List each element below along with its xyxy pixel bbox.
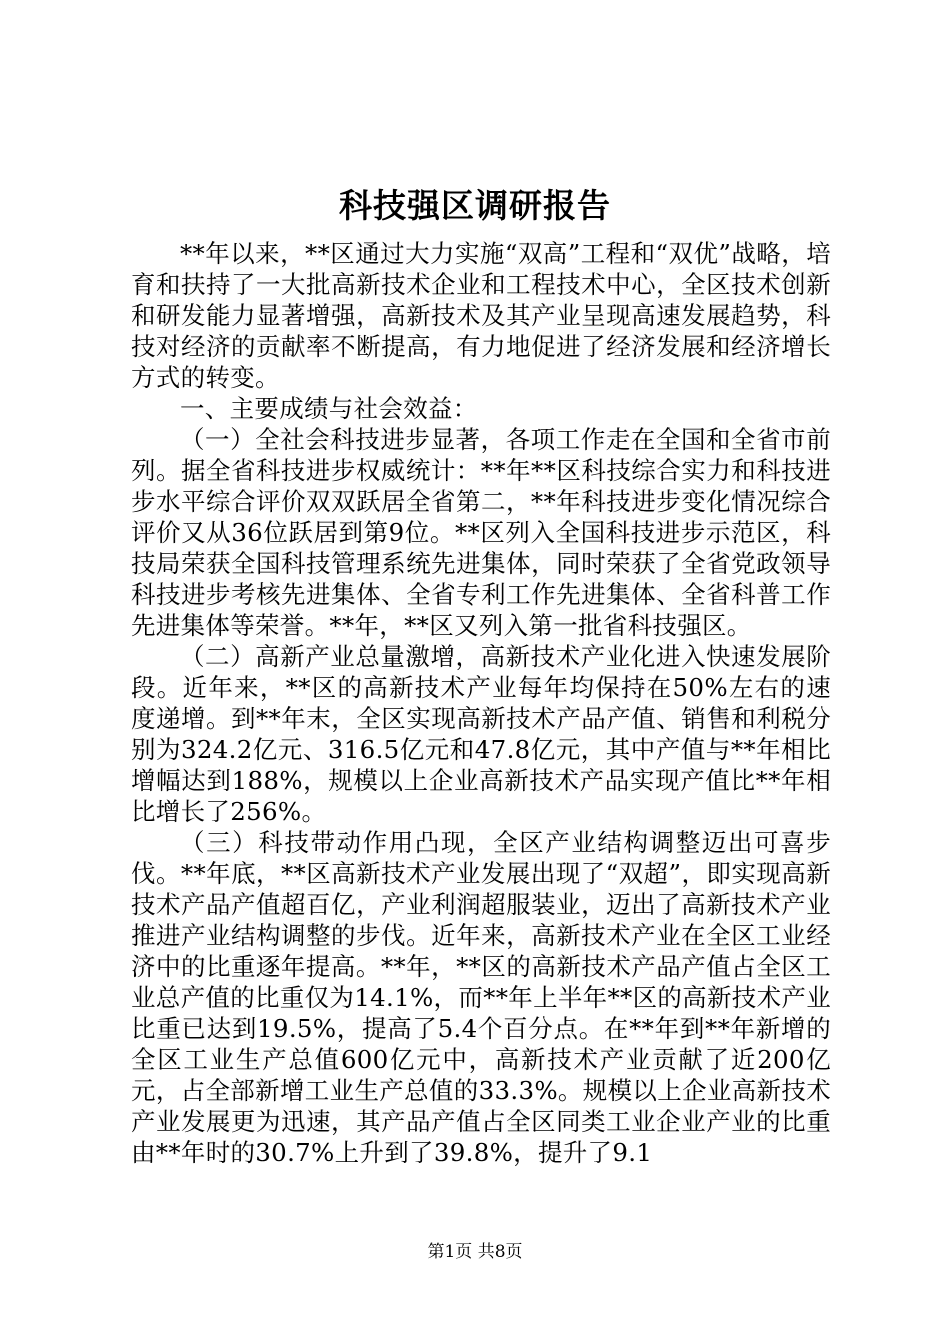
document-body [131,238,831,1168]
paragraph-section-1: （一）全社会科技进步显著，各项工作走在全国和全省市前列。据全省科技进步权威统计：**年**区科技综合实力和科技进步水平综合评价双双跃居全省第二，**年科技进步变化情况综合评价又从36位跃居到第9位。**区列入全国科技进步示范区，科技局荣获全国科技管理系统先进集体，同时荣获了全省党政领导科技进步考核先进集体、全省专利工作先进集体、全省科普工作先进集体等荣誉。**年，**区又列入第一批省科技强区。 [131,425,831,640]
section-heading-achievements: 一、主要成绩与社会效益： [180,394,478,423]
paragraph-section-3: （三）科技带动作用凸现，全区产业结构调整迈出可喜步伐。**年底，**区高新技术产业发展出现了“双超”，即实现高新技术产品产值超百亿，产业利润超服装业，迈出了高新技术产业推进产业结构调整的步伐。近年来，高新技术产业在全区工业经济中的比重逐年提高。**年，**区的高新技术产品产值占全区工业总产值的比重仅为14.1%，而**年上半年**区的高新技术产业比重已达到19.5%，提高了5.4个百分点。在**年到**年新增的全区工业生产总值600亿元中，高新技术产业贡献了近200亿元，占全部新增工业生产总值的33.3%。规模以上企业高新技术产业发展更为迅速，其产品产值占全区同类工业企业产业的比重由**年时的30.7%上升到了39.8%，提升了9.1 [131,828,831,1167]
document-title: 科技强区调研报告 [339,186,611,225]
paragraph-section-2: （二）高新产业总量激增，高新技术产业化进入快速发展阶段。近年来，**区的高新技术产业每年均保持在50%左右的速度递增。到**年末，全区实现高新技术产品产值、销售和利税分别为324.2亿元、316.5亿元和47.8亿元，其中产值与**年相比增幅达到188%，规模以上企业高新技术产品实现产值比**年相比增长了256%。 [131,642,831,826]
intro-paragraph: **年以来，**区通过大力实施“双高”工程和“双优”战略，培育和扶持了一大批高新技术企业和工程技术中心，全区技术创新和研发能力显著增强，高新技术及其产业呈现高速发展趋势，科技对经济的贡献率不断提高，有力地促进了经济发展和经济增长方式的转变。 [131,239,831,392]
page-number-footer: 第1页 共8页 [427,1242,523,1262]
